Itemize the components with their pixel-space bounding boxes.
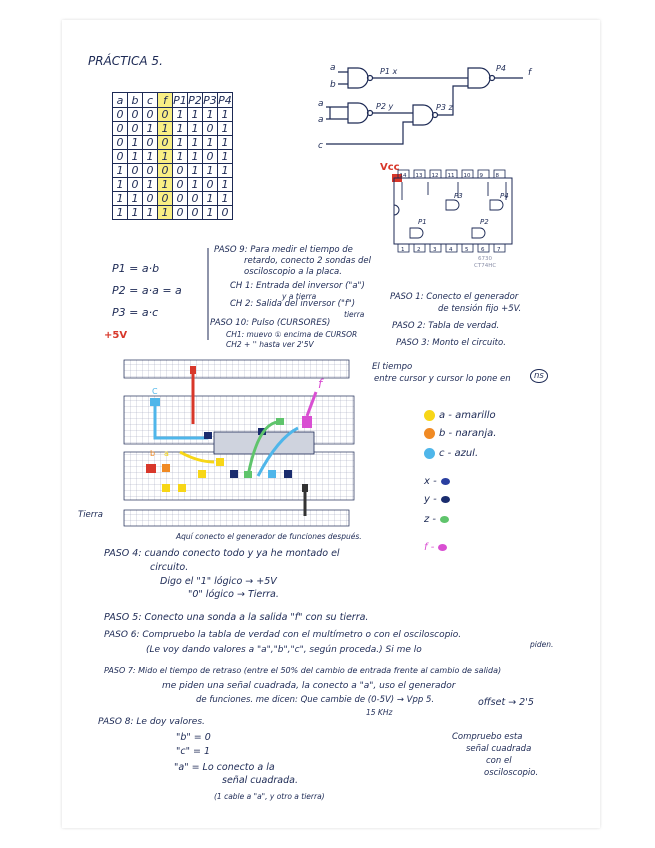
paso4-line1: PASO 4: cuando conecto todo y ya he montado el [104, 548, 340, 559]
truth-table-cell: 0 [128, 164, 143, 178]
truth-table-cell: 1 [218, 192, 233, 206]
truth-table-cell: 0 [203, 122, 218, 136]
truth-table-cell: 1 [218, 136, 233, 150]
chip-gate-p4: P4 [500, 192, 509, 200]
legend2-label: f - [424, 542, 435, 553]
truth-table [112, 92, 233, 220]
paso8-line5: señal cuadrada. [222, 775, 298, 786]
paso7-line4: offset → 2'5 [478, 697, 534, 708]
paso4-line2: circuito. [150, 562, 189, 573]
truth-table-cell: 1 [188, 178, 203, 192]
paso8-line1: PASO 8: Le doy valores. [98, 717, 205, 727]
paso8-line4: "a" = Lo conecto a la [174, 762, 275, 773]
truth-table-cell: 1 [143, 122, 158, 136]
paso7-line1: PASO 7: Mido el tiempo de retraso (entre el 50% del cambio de entrada frente al cambio de salida) [104, 666, 502, 675]
truth-table-cell: 1 [128, 150, 143, 164]
breadboard-main-bottom [124, 452, 354, 500]
paso9-line4: CH 1: Entrada del inversor ("a") [230, 281, 365, 291]
paso7-line2: me piden una señal cuadrada, la conecto a "a", uso el generador [162, 681, 456, 691]
chip-pin-top-label: 8 [495, 173, 499, 179]
chip-pin-bottom-label: 5 [465, 247, 469, 253]
truth-table-cell: 0 [128, 122, 143, 136]
truth-table-cell: 0 [143, 136, 158, 150]
truth-table-cell: 0 [173, 206, 188, 220]
truth-table-cell: 1 [158, 122, 173, 136]
legend2-color-swatch [440, 516, 449, 523]
truth-table-row [113, 150, 233, 164]
truth-table-row [113, 108, 233, 122]
truth-table-cell: 0 [113, 108, 128, 122]
chip-pin-top-label: 9 [479, 173, 483, 179]
truth-table-cell: 1 [158, 178, 173, 192]
truth-table-cell: 1 [128, 206, 143, 220]
chip-pin-top-label: 10 [463, 173, 471, 179]
truth-table-cell: 1 [218, 164, 233, 178]
chip-part-series: CT74HC [474, 263, 497, 269]
truth-table-cell: 1 [113, 164, 128, 178]
circuit-input-b1: b [330, 80, 336, 90]
truth-table-cell: 0 [113, 122, 128, 136]
tiempo-note-value: ns [530, 369, 548, 383]
truth-table-cell: 0 [143, 164, 158, 178]
truth-table-cell: 1 [218, 122, 233, 136]
truth-table-cell: 0 [143, 192, 158, 206]
truth-table-cell: 1 [188, 122, 203, 136]
vcc-label: Vcc [380, 162, 400, 173]
truth-table-cell: 1 [143, 150, 158, 164]
legend2-label: x - [424, 476, 437, 487]
legend2-item [424, 494, 450, 505]
power-rail-bottom [124, 510, 349, 526]
truth-table-cell: 1 [218, 108, 233, 122]
circuit-output-f: f [528, 68, 532, 78]
chip-pin-bottom-label: 3 [433, 247, 437, 253]
legend-label: a - amarillo [439, 410, 496, 421]
truth-table-header-cell: P2 [188, 93, 202, 107]
truth-table-cell: 0 [113, 150, 128, 164]
truth-table-cell: 1 [203, 206, 218, 220]
truth-table-cell: 0 [113, 136, 128, 150]
truth-table-header-cell: P1 [173, 93, 187, 107]
legend-color-swatch [424, 448, 435, 459]
truth-table-header-cell: c [143, 93, 158, 108]
truth-table-cell: 1 [143, 206, 158, 220]
chip-gate-p2: P2 [480, 218, 489, 226]
truth-table-cell: 0 [203, 150, 218, 164]
legend-color-swatch [424, 410, 435, 421]
truth-table-cell: 0 [188, 206, 203, 220]
logic-circuit-diagram [318, 58, 548, 153]
chip-pin-top-label: 12 [431, 173, 439, 179]
legend-item [424, 448, 478, 459]
truth-table-row [113, 136, 233, 150]
truth-table-header-cell: P3 [203, 93, 217, 107]
truth-table-header-cell: P4 [218, 93, 232, 107]
paso1-line2: de tensión fijo +5V. [438, 304, 522, 314]
legend2-color-swatch [441, 496, 450, 503]
truth-table-cell: 0 [143, 108, 158, 122]
legend-label: b - naranja. [439, 428, 497, 439]
circuit-input-a3: a [318, 115, 324, 125]
truth-table-cell: 1 [203, 164, 218, 178]
equation-p2: P2 = a·a = a [112, 284, 182, 297]
chip-part-number: 6730 [478, 256, 492, 262]
truth-table-cell: 0 [173, 178, 188, 192]
tiempo-note-line2: entre cursor y cursor lo pone en [374, 374, 511, 384]
truth-table-header-cell: f [158, 93, 173, 108]
truth-table-cell: 1 [158, 150, 173, 164]
compruebo-line4: osciloscopio. [484, 768, 539, 778]
truth-table-row [113, 164, 233, 178]
breadboard-label-f: f [318, 377, 323, 391]
paso8-line2: "b" = 0 [176, 732, 211, 743]
chip-diagram [378, 160, 538, 270]
truth-table-cell: 1 [158, 206, 173, 220]
truth-table-row [113, 206, 233, 220]
chip-pin-top-label: 14 [399, 173, 407, 179]
chip-pin-bottom-label: 1 [401, 247, 405, 253]
truth-table-cell: 1 [188, 136, 203, 150]
legend-item [424, 410, 496, 421]
paso10-line3: CH2 + '' hasta ver 2'5V [226, 340, 314, 349]
paso8-line3: "c" = 1 [176, 746, 211, 757]
truth-table-cell: 0 [188, 192, 203, 206]
legend-color-swatch [424, 428, 435, 439]
output-f-marker [302, 416, 312, 428]
truth-table-cell: 0 [158, 108, 173, 122]
paso10-line1: PASO 10: Pulso (CURSORES) [210, 318, 331, 328]
breadboard-label-a: a [164, 449, 169, 458]
legend2-item [424, 542, 447, 553]
paso8-line6: (1 cable a "a", y otro a tierra) [214, 792, 325, 801]
circuit-label-p1x: P1 x [380, 67, 398, 76]
truth-table-cell: 0 [128, 108, 143, 122]
truth-table-row [113, 192, 233, 206]
chip-pin-top-label: 13 [415, 173, 423, 179]
truth-table-row [113, 178, 233, 192]
truth-table-cell: 1 [188, 150, 203, 164]
circuit-label-p3z: P3 z [436, 103, 453, 112]
truth-table-cell: 1 [173, 150, 188, 164]
circuit-label-p4: P4 [496, 64, 506, 73]
truth-table-cell: 1 [218, 178, 233, 192]
truth-table-cell: 0 [203, 178, 218, 192]
truth-table-cell: 0 [173, 192, 188, 206]
paso6-line3: piden. [530, 640, 554, 649]
paso3: PASO 3: Monto el circuito. [396, 338, 506, 348]
power-rail-top [124, 360, 349, 378]
compruebo-line3: con el [486, 756, 512, 766]
paso9-line1: PASO 9: Para medir el tiempo de [214, 245, 353, 255]
truth-table-cell: 1 [203, 108, 218, 122]
truth-table-cell: 1 [128, 192, 143, 206]
circuit-input-c: c [318, 141, 323, 151]
truth-table-cell: 0 [158, 192, 173, 206]
chip-pin-bottom-label: 4 [449, 247, 453, 253]
truth-table-cell: 1 [188, 164, 203, 178]
page-title: PRÁCTICA 5. [88, 54, 163, 68]
tierra-label: Tierra [78, 510, 103, 520]
truth-table-cell: 1 [218, 150, 233, 164]
compruebo-line2: señal cuadrada [466, 744, 532, 754]
chip-pin-bottom-label: 7 [497, 247, 501, 253]
chip-pin-top-label: 11 [447, 173, 455, 179]
ic-chip [214, 432, 314, 454]
chip-gate-p1: P1 [418, 218, 427, 226]
equation-p3: P3 = a·c [112, 306, 159, 319]
legend2-color-swatch [438, 544, 447, 551]
paso9-line2: retardo, conecto 2 sondas del [244, 256, 372, 266]
truth-table-row [113, 122, 233, 136]
legend2-label: y - [424, 494, 437, 505]
truth-table-cell: 1 [188, 108, 203, 122]
paso7-line3: de funciones. me dicen: Que cambie de (0-5V) → Vpp 5. [196, 695, 435, 705]
equation-p1: P1 = a·b [112, 262, 160, 275]
truth-table-header-cell: b [128, 93, 143, 108]
truth-table-cell: 1 [128, 136, 143, 150]
truth-table-cell: 1 [173, 136, 188, 150]
truth-table-cell: 1 [113, 206, 128, 220]
truth-table-cell: 0 [158, 136, 173, 150]
truth-table-cell: 1 [173, 122, 188, 136]
truth-table-cell: 1 [143, 178, 158, 192]
truth-table-cell: 1 [203, 192, 218, 206]
generator-note: Aquí conecto el generador de funciones después. [176, 532, 362, 541]
paso4-line3: Digo el "1" lógico → +5V [160, 576, 277, 587]
circuit-label-p2y: P2 y [376, 102, 394, 111]
paso6-line1: PASO 6: Compruebo la tabla de verdad con el multímetro o con el osciloscopio. [104, 630, 462, 640]
legend2-item [424, 514, 449, 525]
truth-table-cell: 1 [173, 108, 188, 122]
circuit-input-a1: a [330, 63, 336, 73]
truth-table-cell: 1 [113, 192, 128, 206]
truth-table-cell: 0 [158, 164, 173, 178]
circuit-input-a2: a [318, 99, 324, 109]
paso9-line7: tierra [344, 310, 365, 319]
paso1-line1: PASO 1: Conecto el generador [390, 292, 519, 302]
compruebo-line1: Compruebo esta [452, 732, 523, 742]
breadboard-label-c: C [152, 387, 158, 396]
breadboard-label-b: b [150, 449, 156, 458]
paso10-line2: CH1: muevo ① encima de CURSOR [226, 330, 358, 339]
paso9-line5: y a tierra [282, 292, 317, 301]
paso9-line3: osciloscopio a la placa. [244, 267, 342, 277]
tiempo-note-line1: El tiempo [372, 362, 413, 372]
breadboard-drawing [118, 358, 368, 533]
paso7-line5: 15 KHz [366, 708, 393, 717]
chip-pin-bottom-label: 6 [481, 247, 485, 253]
truth-table-header-cell: a [113, 93, 128, 108]
plus5v-label: +5V [104, 330, 128, 341]
legend-label: c - azul. [439, 448, 479, 459]
legend2-color-swatch [441, 478, 450, 485]
paso9-line6: CH 2: Salida del inversor ("f") [230, 299, 356, 309]
truth-table-cell: 0 [128, 178, 143, 192]
paso4-line4: "0" lógico → Tierra. [188, 589, 279, 600]
truth-table-cell: 1 [203, 136, 218, 150]
legend2-item [424, 476, 450, 487]
paso2: PASO 2: Tabla de verdad. [392, 321, 500, 331]
paso6-line2: (Le voy dando valores a "a","b","c", según proceda.) Si me lo [146, 645, 422, 655]
paso5: PASO 5: Conecto una sonda a la salida "f" con su tierra. [104, 612, 369, 623]
legend2-label: z - [424, 514, 437, 525]
truth-table-cell: 0 [173, 164, 188, 178]
truth-table-header [113, 93, 233, 108]
chip-gate-p3: P3 [454, 192, 463, 200]
truth-table-cell: 0 [218, 206, 233, 220]
truth-table-cell: 1 [113, 178, 128, 192]
legend-item [424, 428, 496, 439]
chip-pin-bottom-label: 2 [417, 247, 421, 253]
